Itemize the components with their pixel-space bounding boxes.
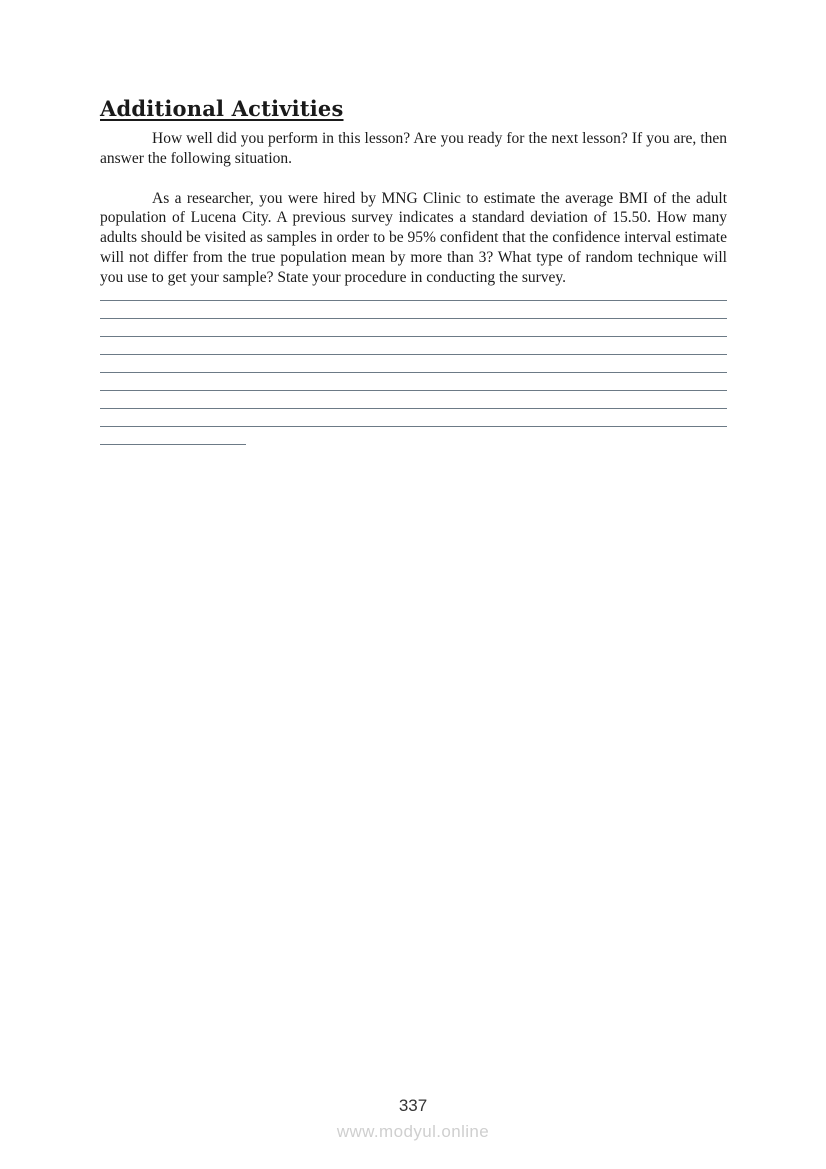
situation-paragraph: As a researcher, you were hired by MNG Clinic to estimate the average BMI of the adult population of Lucena City. A previous survey indicates a standard deviation of 15.50. How many adults should be visited as samples in order to be 95% confident that the confidence interval estimate will not differ from the true population mean by more than 3? What type of random technique will you use to get your sample? State your procedure in conducting the survey.: [100, 189, 727, 286]
section-heading: Additional Activities: [100, 96, 344, 121]
answer-line: [100, 408, 727, 409]
answer-line: [100, 300, 727, 301]
answer-line: [100, 372, 727, 373]
answer-line: [100, 318, 727, 319]
answer-lines: [100, 300, 727, 445]
answer-line: [100, 354, 727, 355]
intro-paragraph: How well did you perform in this lesson? Are you ready for the next lesson? If you are, then answer the following situation.: [100, 130, 727, 167]
answer-line: [100, 426, 727, 427]
answer-line-partial: [100, 444, 246, 445]
answer-line: [100, 336, 727, 337]
page-content: [100, 96, 727, 288]
page-number: 337: [398, 1096, 428, 1115]
answer-line: [100, 390, 727, 391]
watermark: www.modyul.online: [336, 1122, 490, 1141]
